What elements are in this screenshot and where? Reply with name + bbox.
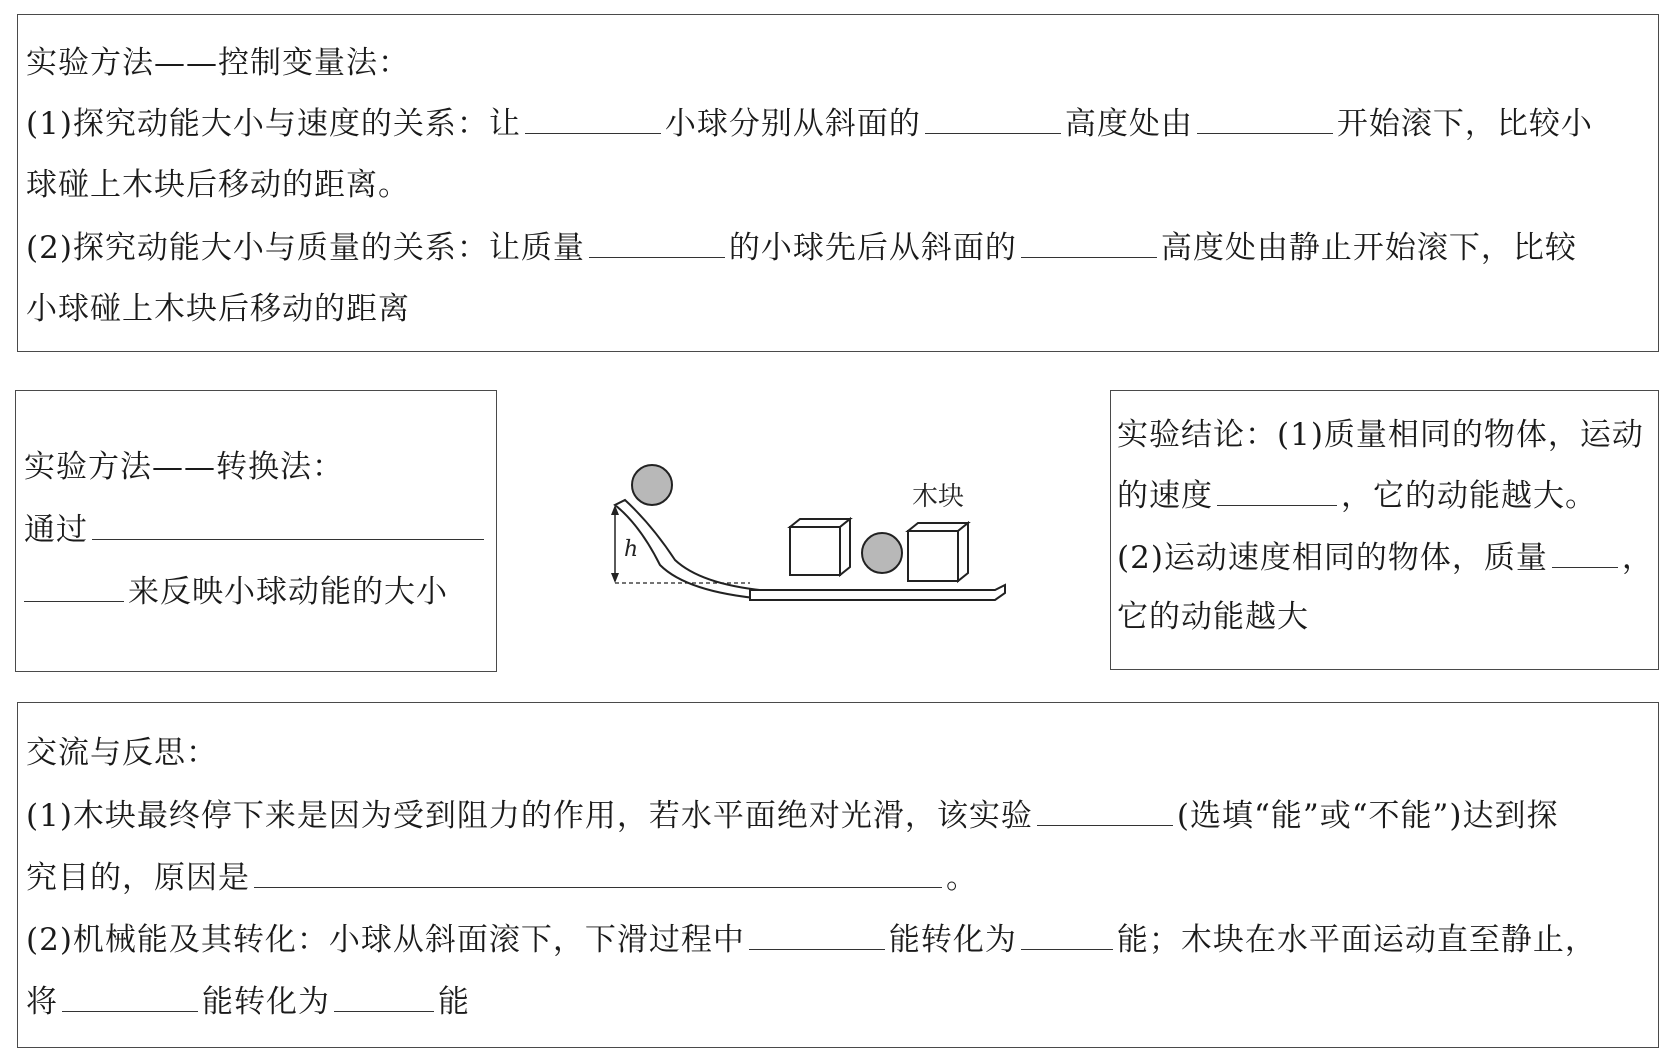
conclusion-box xyxy=(1110,390,1659,670)
height-label: h xyxy=(624,537,639,562)
blank-can-or-cannot[interactable] xyxy=(1037,795,1173,826)
box2-line3 xyxy=(24,571,448,612)
blank-start-state[interactable] xyxy=(1197,103,1333,134)
blank-height-choice-2[interactable] xyxy=(1021,227,1157,258)
box4-line2 xyxy=(26,795,1559,836)
control-variable-box xyxy=(17,14,1659,352)
block-label: 木块 xyxy=(912,482,965,512)
box1-line4-text-b: 的小球先后从斜面的 xyxy=(728,230,1017,266)
box4-line3-text-b: 。 xyxy=(946,860,978,896)
box3-line2 xyxy=(1117,475,1597,516)
box1-line4 xyxy=(26,227,1577,268)
blank-reason[interactable] xyxy=(254,857,942,888)
box4-line5-text-a: 将 xyxy=(26,984,58,1020)
horizontal-board xyxy=(750,585,1005,600)
blank-energy-from-2[interactable] xyxy=(62,981,198,1012)
box3-line3-text-a: (2)运动速度相同的物体，质量 xyxy=(1117,540,1548,576)
box4-line5-text-b: 能转化为 xyxy=(202,984,330,1020)
box1-line2 xyxy=(26,103,1593,144)
box4-line4-text-b: 能转化为 xyxy=(888,922,1017,958)
box4-line4-text-a: (2)机械能及其转化：小球从斜面滚下，下滑过程中 xyxy=(26,922,745,958)
box3-line4: 它的动能越大 xyxy=(1117,599,1309,635)
blank-energy-from[interactable] xyxy=(749,919,885,950)
blank-speed[interactable] xyxy=(1217,475,1337,506)
box4-line5-text-c: 能 xyxy=(438,984,470,1020)
box4-line5 xyxy=(26,981,470,1022)
block-2 xyxy=(908,523,968,581)
box2-line2-text: 通过 xyxy=(24,512,88,548)
blank-energy-to-2[interactable] xyxy=(334,981,434,1012)
ball-bottom xyxy=(862,533,902,573)
box2-title: 实验方法——转换法： xyxy=(24,449,344,485)
box2-line2 xyxy=(24,509,488,550)
conversion-method-box xyxy=(15,390,497,672)
box4-line3 xyxy=(26,857,978,898)
box4-line4 xyxy=(26,919,1597,960)
box1-line2-text-a: (1)探究动能大小与速度的关系：让 xyxy=(26,106,521,142)
blank-height-choice[interactable] xyxy=(925,103,1061,134)
box4-line4-text-c: 能；木块在水平面运动直至静止， xyxy=(1116,922,1597,958)
box1-line2-text-d: 开始滚下，比较小 xyxy=(1336,106,1593,142)
box3-line2-text-a: 的速度 xyxy=(1117,478,1213,514)
box3-line3 xyxy=(1117,537,1654,578)
blank-ball-choice[interactable] xyxy=(525,103,661,134)
box4-line2-text-a: (1)木块最终停下来是因为受到阻力的作用，若水平面绝对光滑，该实验 xyxy=(26,798,1033,834)
experiment-figure xyxy=(600,455,1020,615)
ball-top xyxy=(632,465,672,505)
box3-line2-text-b: ，它的动能越大。 xyxy=(1341,478,1597,514)
box1-title: 实验方法——控制变量法： xyxy=(26,45,410,81)
box1-line4-text-a: (2)探究动能大小与质量的关系：让质量 xyxy=(26,230,585,266)
box4-title: 交流与反思： xyxy=(26,735,218,771)
block-1 xyxy=(790,519,850,575)
blank-observation-2[interactable] xyxy=(24,571,124,602)
box4-line3-text-a: 究目的，原因是 xyxy=(26,860,250,896)
box4-line2-text-b: (选填“能”或“不能”)达到探 xyxy=(1176,798,1559,834)
box3-line1: 实验结论：(1)质量相同的物体，运动 xyxy=(1117,417,1644,453)
box1-line2-text-c: 高度处由 xyxy=(1064,106,1193,142)
box1-line2-text-b: 小球分别从斜面的 xyxy=(664,106,921,142)
box2-line3-text: 来反映小球动能的大小 xyxy=(128,574,448,610)
blank-mass[interactable] xyxy=(1552,537,1618,568)
box3-line3-text-b: ， xyxy=(1621,540,1654,576)
reflection-box xyxy=(17,702,1659,1048)
blank-mass-choice[interactable] xyxy=(589,227,725,258)
box1-line4-text-c: 高度处由静止开始滚下，比较 xyxy=(1160,230,1577,266)
blank-observation-1[interactable] xyxy=(92,509,484,540)
box1-line3: 球碰上木块后移动的距离。 xyxy=(26,167,410,203)
box1-line5: 小球碰上木块后移动的距离 xyxy=(26,291,410,327)
blank-energy-to[interactable] xyxy=(1021,919,1113,950)
